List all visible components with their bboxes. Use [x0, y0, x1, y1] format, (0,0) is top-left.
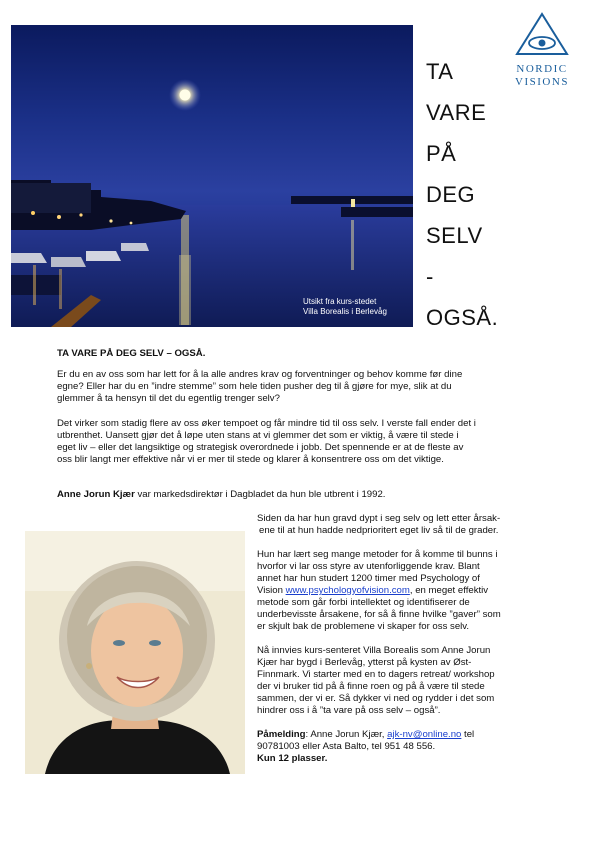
body-paragraph	[57, 418, 539, 466]
rp2-line-5: metode som går forbi intellektet og identifiserer de	[257, 597, 470, 608]
right-paragraph-2	[257, 549, 542, 633]
signup-block	[257, 729, 542, 765]
rp3-line-4: der vi bruker tid på å finne roen og på å være til stede	[257, 681, 485, 692]
signup-label: Påmelding	[257, 729, 306, 740]
body-line-4: oss blir langt mer effektive når vi er mer til stede og klarer å konsentrere oss om det viktige.	[57, 454, 444, 465]
body-line-1: Det virker som stadig flere av oss øker tempoet og får mindre tid til oss selv. I verste fall ender det i	[57, 418, 476, 429]
rp2-line-1: Hun har lært seg mange metoder for å komme til bunns i	[257, 549, 498, 560]
rp2-line-4	[257, 585, 542, 597]
bio-line	[57, 489, 539, 501]
bio-text: var markedsdirektør i Dagbladet da hun ble utbrent i 1992.	[134, 489, 386, 500]
rp2-link-suffix: , en meget effektiv	[409, 585, 489, 596]
email-link[interactable]: ajk-nv@online.no	[387, 729, 462, 740]
right-paragraph-1	[257, 513, 542, 537]
headline-word-3: PÅ	[426, 141, 457, 166]
headline-word-6: -	[426, 264, 434, 289]
logo-text-nordic: NORDIC	[516, 63, 568, 75]
bio-name: Anne Jorun Kjær	[57, 489, 135, 500]
intro-line-3: glemmer å ta hensyn til det du egentlig trenger selv?	[57, 393, 280, 404]
intro-line-2: egne? Eller har du en ”indre stemme” som hele tiden pusher deg til å gjøre for mye, slik at du	[57, 381, 452, 392]
headline-word-2: VARE	[426, 100, 487, 125]
eye-triangle-icon	[497, 10, 587, 65]
psychology-of-vision-link[interactable]: www.psychologyofvision.com	[285, 585, 410, 596]
headline-word-5: SELV	[426, 223, 483, 248]
rp2-line-2: hvorfor vi lar oss styre av utenforliggende krav. Blant	[257, 561, 480, 572]
rp3-line-1: Nå innvies kurs-senteret Villa Borealis som Anne Jorun	[257, 645, 491, 656]
rp3-line-6: hindrer oss i å ”ta vare på oss selv – også”.	[257, 705, 441, 716]
intro-line-1: Er du en av oss som har lett for å la alle andres krav og forventninger og behov komme før dine	[57, 369, 463, 380]
rp1-line-1: Siden da har hun gravd dypt i seg selv og lett etter årsak-	[257, 513, 501, 524]
signup-text-2: tel	[461, 729, 475, 740]
portrait-photo	[25, 531, 245, 774]
headline-word-4: DEG	[426, 182, 476, 207]
woman-portrait	[25, 531, 245, 774]
hero-photo	[11, 25, 413, 327]
night-harbor-scene	[11, 25, 413, 327]
signup-line-2: 90781003 eller Asta Balto, tel 951 48 556.	[257, 741, 436, 752]
signup-text-1: : Anne Jorun Kjær,	[305, 729, 388, 740]
rp3-line-3: Finnmark. Vi starter med en to dagers retreat/ workshop	[257, 669, 495, 680]
rp2-vision-prefix: Vision	[257, 585, 286, 596]
signup-line-1	[257, 729, 542, 741]
rp2-line-7: er skjult bak de problemene vi skaper for oss selv.	[257, 621, 470, 632]
right-paragraph-3	[257, 645, 542, 717]
photo-caption	[303, 297, 413, 317]
logo-text-visions: VISIONS	[515, 76, 569, 88]
rp1-line-2: ene til at hun hadde nedprioritert eget liv så til de grader.	[259, 525, 499, 536]
section-title: TA VARE PÅ DEG SELV – OGSÅ.	[57, 348, 206, 359]
rp2-line-6: underbevisste årsakene, for så å finne hvilke ”gaver” som	[257, 609, 501, 620]
rp3-line-5: sammen, der vi er. Så dykker vi ned og rydder i det som	[257, 693, 495, 704]
body-line-2: utbrenthet. Uansett gjør det å løpe uten stans at vi glemmer det som er viktig, å være til stede i	[57, 430, 459, 441]
headline-word-7: OGSÅ.	[426, 305, 499, 330]
intro-paragraph	[57, 369, 539, 405]
rp2-line-3: annet har hun studert 1200 timer med Psychology of	[257, 573, 480, 584]
caption-line-1: Utsikt fra kurs-stedet	[303, 297, 377, 306]
rp3-line-2: Kjær har bygd i Berlevåg, ytterst på kysten av Øst-	[257, 657, 472, 668]
signup-line-3: Kun 12 plasser.	[257, 753, 328, 764]
caption-line-2: Villa Borealis i Berlevåg	[303, 307, 387, 316]
headline-word-1: TA	[426, 59, 454, 84]
body-line-3: eget liv – eller det langsiktige og strategisk overordnede i jobb. Det spennende er at de fleste av	[57, 442, 464, 453]
